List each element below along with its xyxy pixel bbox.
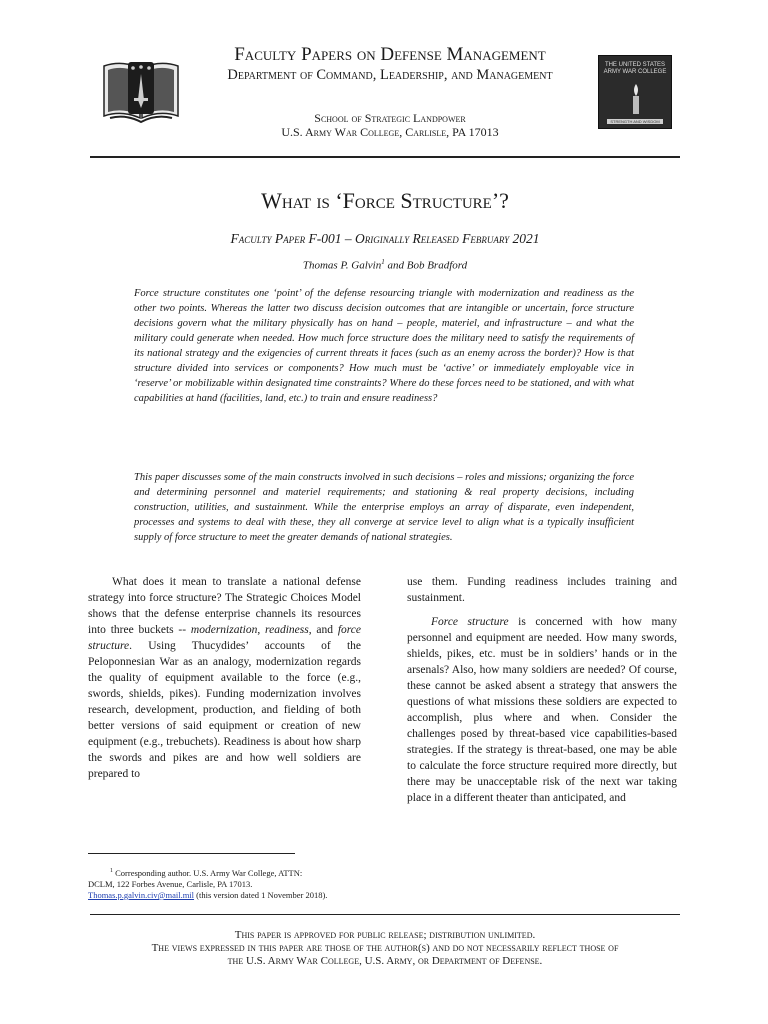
body-text: What does it mean to translate a national defense strategy into force structure? The Strategic Choices Model shows that the defense enterprise channels its resources into three buckets --	[88, 576, 361, 636]
header-divider	[90, 156, 680, 158]
seal-text: THE UNITED STATES ARMY WAR COLLEGE	[603, 62, 667, 75]
address: U.S. Army War College, Carlisle, PA 17013	[281, 125, 499, 139]
school-address	[190, 111, 590, 139]
body-text: is concerned with how many personnel and equipment are needed. How many swords, shields, pikes, etc. must be in soldiers’ hands or in the arsenals? Also, how many soldiers are needed? Of course, these cannot be asked absent a strategy that answers the questions of what missions these soldiers are expected to accomplish, plus where and when. Consider the challenges posed by threat-based vice capabilities-based strategies. If the strategy is threat-based, one may be able to calculate the force structure required more directly, but there may be unacceptable risk of the next war taking place in a different theater than anticipated, and	[407, 616, 677, 804]
term-force-structure: force structure	[88, 624, 362, 652]
abstract-paragraph-1: Force structure constitutes one ‘point’ of the defense resourcing triangle with modernization and readiness as the other two points. Whereas the latter two discuss decision outcomes that are intangible or uncertain, force structure decisions govern what the military physically has on hand – people, materiel, and infrastructure – and what the military could generate when needed. How much force structure does the military need to satisfy the requirements of its national strategy and the exigencies of current threats it faces (such as an enemy across the border)? How is that structure divided into services or components? How much must be ‘active’ or immediately employable vice in ‘reserve’ or mobilizable within designated time constraints? Where do these forces need to be stationed, and with what capabilities at hand (facilities, land, etc.) to train and ensure readiness?	[134, 288, 634, 404]
paper-subtitle: Faculty Paper F-001 – Originally Released February 2021	[230, 231, 540, 246]
term-force-structure: Force structure	[431, 616, 509, 628]
body-text: , and	[308, 624, 338, 636]
author-primary: Thomas P. Galvin	[302, 259, 382, 272]
torch-icon	[626, 84, 646, 116]
army-war-college-seal-icon	[598, 55, 672, 129]
term-readiness: readiness	[265, 624, 309, 636]
footnote-marker: 1	[110, 868, 113, 874]
disclaimer-line-1: This paper is approved for public release; distribution unlimited.	[234, 929, 536, 941]
school-name: School of Strategic Landpower	[314, 111, 466, 125]
authors	[90, 255, 680, 273]
disclaimer	[80, 929, 690, 968]
department-name: Department of Command, Leadership, and Management	[227, 67, 553, 83]
book-sword-logo-icon	[100, 52, 182, 126]
paper-title: What is ‘Force Structure’?	[261, 188, 509, 213]
footnote-line-3: (this version dated 1 November 2018).	[194, 889, 328, 900]
footnote-ref: 1	[381, 258, 385, 266]
disclaimer-line-2: The views expressed in this paper are those of the author(s) and do not necessarily reflect those of	[151, 942, 619, 954]
footnote	[88, 866, 378, 901]
author-email-link[interactable]: Thomas.p.galvin.civ@mail.mil	[88, 889, 195, 900]
disclaimer-line-3: the U.S. Army War College, U.S. Army, or Department of Defense.	[227, 955, 543, 967]
author-secondary: and Bob Bradford	[384, 259, 468, 272]
footnote-divider	[88, 853, 295, 854]
body-text: ,	[257, 624, 266, 636]
seal-strip: STRENGTH AND WISDOM	[607, 119, 663, 124]
series-title: Faculty Papers on Defense Management	[234, 44, 546, 65]
footnote-line-1: Corresponding author. U.S. Army War College, ATTN:	[113, 867, 303, 878]
body-text: . Using Thucydides’ accounts of the Peloponnesian War as an analogy, modernization regards the quality of equipment available to the force (e.g., swords, shields, pikes). Funding modernization involves research, development, production, and fielding of both better versions of said equipment or creation of new equipment (e.g., trebuchets). Readiness is about how sharp the swords and pikes are and how well soldiers are prepared to	[88, 640, 361, 780]
abstract-paragraph-2: This paper discusses some of the main constructs involved in such decisions – roles and missions; organizing the force and determining personnel and materiel requirements; and stationing & real property decisions, including construction, utilities, and sustainment. While the enterprise employs an array of disparate, even independent, processes and systems to deal with these, they all converge at service level to align what is a typically insufficient supply of force structure to meet the greater demands of national strategies.	[134, 472, 634, 543]
footer-divider	[90, 914, 680, 915]
footnote-line-2: DCLM, 122 Forbes Avenue, Carlisle, PA 17013.	[88, 878, 253, 889]
term-modernization: modernization	[190, 624, 258, 636]
body-right-paragraph-2	[407, 614, 677, 806]
body-left-column	[88, 574, 361, 782]
body-right-paragraph-1: use them. Funding readiness includes training and sustainment.	[407, 576, 677, 604]
